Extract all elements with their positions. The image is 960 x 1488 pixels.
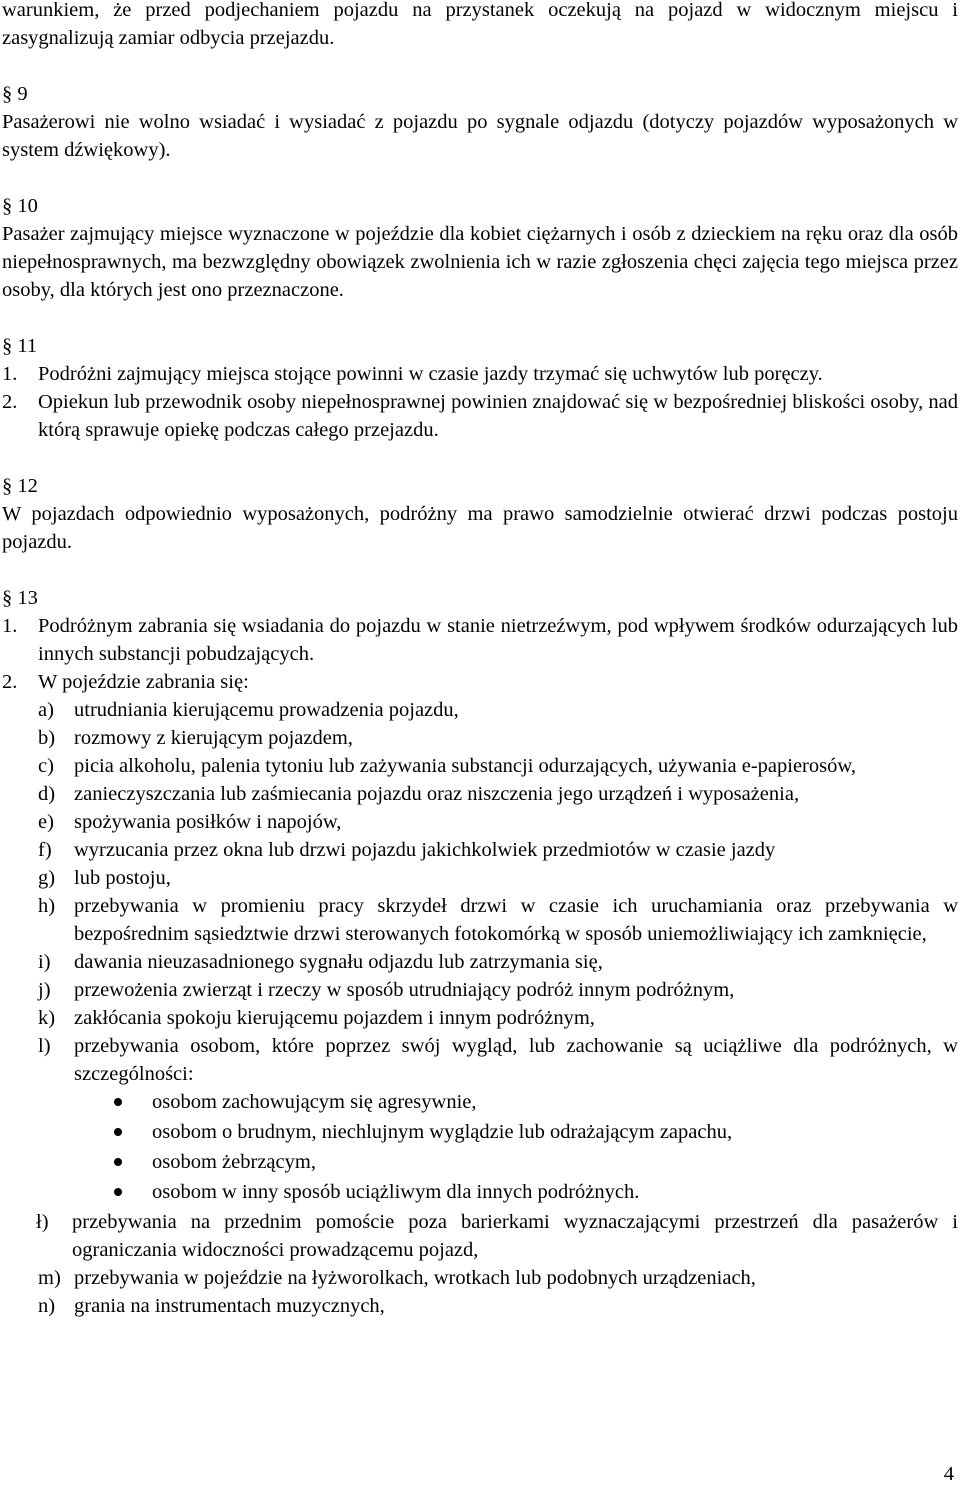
letter-text: utrudniania kierującemu prowadzenia pojazdu, <box>74 699 459 721</box>
letter-item <box>2 808 958 836</box>
letter-label: l) <box>38 1035 51 1057</box>
letter-item <box>2 836 958 864</box>
bullet-icon <box>110 1118 152 1146</box>
list-item-text: Podróżnym zabrania się wsiadania do pojazdu w stanie nietrzeźwym, pod wpływem środków odurzających lub innych substancji pobudzających. <box>38 615 958 665</box>
list-item <box>2 612 958 668</box>
letter-label: m) <box>38 1267 61 1289</box>
letter-label: n) <box>38 1295 56 1317</box>
bullet-text: osobom o brudnym, niechlujnym wyglądzie lub odrażającym zapachu, <box>152 1121 733 1143</box>
letter-text: wyrzucania przez okna lub drzwi pojazdu jakichkolwiek przedmiotów w czasie jazdy <box>74 839 776 861</box>
bullet-text: osobom zachowującym się agresywnie, <box>152 1091 477 1113</box>
letter-text: zakłócania spokoju kierującemu pojazdem i innym podróżnym, <box>74 1007 595 1029</box>
letter-text: przebywania w pojeździe na łyżworolkach, wrotkach lub podobnych urządzeniach, <box>74 1267 756 1289</box>
letter-item <box>2 948 958 976</box>
letter-item <box>2 976 958 1004</box>
letter-item <box>2 1292 958 1320</box>
bullet-item <box>2 1148 958 1176</box>
letter-label: k) <box>38 1007 56 1029</box>
bullet-list <box>2 1088 958 1206</box>
section-12-text: W pojazdach odpowiednio wyposażonych, podróżny ma prawo samodzielnie otwierać drzwi podczas postoju pojazdu. <box>2 503 958 553</box>
section-10-text: Pasażer zajmujący miejsce wyznaczone w pojeździe dla kobiet ciężarnych i osób z dzieckiem na ręku oraz dla osób niepełnosprawnych, ma bezwzględny obowiązek zwolnienia ich w razie zgłoszenia chęci zajęcia tego miejsca przez osoby, dla których jest ono przeznaczone. <box>2 223 958 301</box>
section-13-heading: § 13 <box>2 587 38 609</box>
letter-text: lub postoju, <box>74 867 171 889</box>
letter-text: spożywania posiłków i napojów, <box>74 811 342 833</box>
letter-text: przewożenia zwierząt i rzeczy w sposób utrudniający podróż innym podróżnym, <box>74 979 735 1001</box>
bullet-item <box>2 1088 958 1116</box>
letter-text: rozmowy z kierującym pojazdem, <box>74 727 353 749</box>
letter-text: zanieczyszczania lub zaśmiecania pojazdu oraz niszczenia jego urządzeń i wyposażenia, <box>74 783 800 805</box>
letter-text: przebywania na przednim pomoście poza barierkami wyznaczającymi przestrzeń dla pasażerów i ograniczania widoczności prowadzącemu pojazd, <box>72 1211 958 1261</box>
letter-label: h) <box>38 895 56 917</box>
list-item-text: Opiekun lub przewodnik osoby niepełnosprawnej powinien znajdować się w bezpośredniej bliskości osoby, nad którą sprawuje opiekę podczas całego przejazdu. <box>38 391 958 441</box>
list-item-number: 1. <box>2 615 18 637</box>
letter-item <box>2 1264 958 1292</box>
letter-item <box>2 724 958 752</box>
bullet-item <box>2 1118 958 1146</box>
list-item <box>2 388 958 444</box>
letter-text: przebywania osobom, które poprzez swój wygląd, lub zachowanie są uciążliwe dla podróżnych, w szczególności: <box>74 1035 958 1085</box>
section-10-heading: § 10 <box>2 195 38 217</box>
letter-item <box>2 752 958 780</box>
section-12-heading: § 12 <box>2 475 38 497</box>
letter-label: d) <box>38 783 56 805</box>
section-9-text: Pasażerowi nie wolno wsiadać i wysiadać z pojazdu po sygnale odjazdu (dotyczy pojazdów wyposażonych w system dźwiękowy). <box>2 111 958 161</box>
letter-item <box>2 892 958 948</box>
page-number: 4 <box>943 1463 954 1485</box>
letter-label: j) <box>38 979 51 1001</box>
document-page <box>2 0 958 1320</box>
bullet-text: osobom w inny sposób uciążliwym dla innych podróżnych. <box>152 1181 640 1203</box>
bullet-icon <box>110 1178 152 1206</box>
letter-text: picia alkoholu, palenia tytoniu lub zażywania substancji odurzających, używania e-papierosów, <box>74 755 856 777</box>
letter-label: b) <box>38 727 56 749</box>
list-item-number: 2. <box>2 671 18 693</box>
letter-text: dawania nieuzasadnionego sygnału odjazdu lub zatrzymania się, <box>74 951 603 973</box>
top-paragraph: warunkiem, że przed podjechaniem pojazdu na przystanek oczekują na pojazd w widocznym miejscu i zasygnalizują zamiar odbycia przejazdu. <box>2 0 958 49</box>
letter-item <box>2 780 958 808</box>
letter-item <box>2 1032 958 1088</box>
list-item <box>2 360 958 388</box>
letter-text: przebywania w promieniu pracy skrzydeł drzwi w czasie ich uruchamiania oraz przebywania w bezpośrednim sąsiedztwie drzwi sterowanych fotokomórką w sposób uniemożliwiający ich zamknięcie, <box>74 895 958 945</box>
letter-item <box>2 864 958 892</box>
bullet-text: osobom żebrzącym, <box>152 1151 316 1173</box>
letter-label: c) <box>38 755 54 777</box>
letter-item <box>2 1208 958 1264</box>
letter-text: grania na instrumentach muzycznych, <box>74 1295 385 1317</box>
prohibition-list <box>2 696 958 1320</box>
letter-label: a) <box>38 699 54 721</box>
bullet-icon <box>110 1088 152 1116</box>
list-item-number: 1. <box>2 363 18 385</box>
bullet-item <box>2 1178 958 1206</box>
section-9-heading: § 9 <box>2 83 28 105</box>
letter-item <box>2 696 958 724</box>
list-item <box>2 668 958 696</box>
letter-label: f) <box>38 839 52 861</box>
section-11-heading: § 11 <box>2 335 38 357</box>
letter-label: e) <box>38 811 54 833</box>
bullet-icon <box>110 1148 152 1176</box>
letter-label: i) <box>38 951 51 973</box>
list-item-text: Podróżni zajmujący miejsca stojące powinni w czasie jazdy trzymać się uchwytów lub poręczy. <box>38 363 823 385</box>
list-item-text: W pojeździe zabrania się: <box>38 671 249 693</box>
letter-label: g) <box>38 867 56 889</box>
letter-label: ł) <box>36 1211 49 1233</box>
list-item-number: 2. <box>2 391 18 413</box>
letter-item <box>2 1004 958 1032</box>
